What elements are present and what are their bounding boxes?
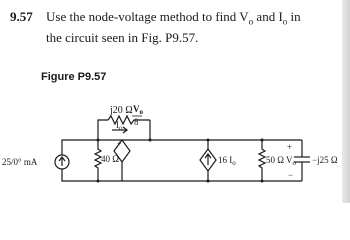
- problem-line-1-mid: and I: [253, 9, 283, 24]
- resistor-50: [259, 140, 265, 181]
- label-vo: $V_o$: [286, 155, 296, 167]
- inductor-j20: [108, 116, 150, 124]
- problem-line-2: the circuit seen in Fig. P9.57.: [46, 29, 199, 45]
- label-io: $I_o$: [116, 120, 123, 132]
- label-current-source: 25/0° mA: [2, 157, 38, 167]
- label-40-ohm: 40 Ω: [101, 154, 119, 164]
- wire-left-top: [62, 140, 98, 155]
- vo-subscript: o: [248, 16, 254, 27]
- label-capacitor: −j25 Ω: [312, 155, 338, 165]
- wire-bottom: [62, 169, 270, 181]
- problem-line-1-end: in: [287, 9, 301, 24]
- label-50-ohm: 50 Ω: [266, 155, 284, 165]
- label-j20: j20 Ω: [110, 105, 133, 116]
- dep-voltage-plus: +: [117, 139, 122, 148]
- vo-plus: +: [287, 142, 293, 152]
- page-edge-shadow: [342, 0, 350, 203]
- label-16-io: 16 $I_o$: [218, 155, 236, 167]
- problem-number: 9.57: [10, 9, 33, 24]
- label-dep-voltage-den: 8: [134, 117, 139, 127]
- io-subscript: o: [282, 16, 288, 27]
- problem-line-1-start: Use the node-voltage method to find V: [46, 9, 249, 24]
- vo-minus: −: [288, 170, 294, 180]
- figure-label: Figure P9.57: [41, 71, 107, 83]
- label-dep-voltage-num: $V_o$: [133, 104, 143, 116]
